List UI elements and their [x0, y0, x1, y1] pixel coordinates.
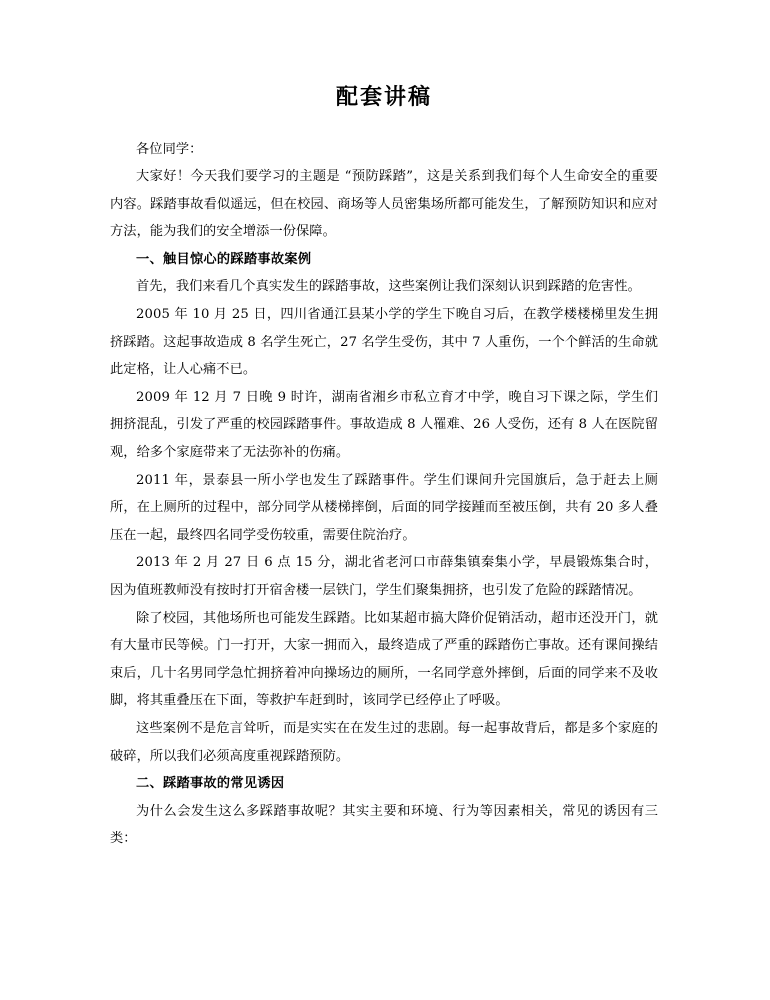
- paragraph-case-summary: 这些案例不是危言耸听，而是实实在在发生过的悲剧。每一起事故背后，都是多个家庭的破碎，所以我们必须高度重视踩踏预防。: [110, 720, 658, 764]
- salutation-line: 各位同学：: [136, 141, 203, 157]
- paragraph-causes-lead: 为什么会发生这么多踩踏事故呢？其实主要和环境、行为等因素相关，常见的诱因有三类：: [110, 803, 658, 847]
- page-title: 配套讲稿: [335, 84, 432, 110]
- document-body: [110, 0, 658, 853]
- paragraph-other-venues: 除了校园，其他场所也可能发生踩踏。比如某超市搞大降价促销活动，超市还没开门，就有大量市民等候。门一打开，大家一拥而入，最终造成了严重的踩踏伤亡事故。还有课间操结束后，几十名男同学急忙拥挤着冲向操场边的厕所，一名同学意外摔倒，后面的同学来不及收脚，将其重叠压在下面，等救护车赶到时，该同学已经停止了呼吸。: [110, 610, 658, 709]
- paragraph-case-2009: 2009 年 12 月 7 日晚 9 时许，湖南省湘乡市私立育才中学，晚自习下课之际，学生们拥挤混乱，引发了严重的校园踩踏事件。事故造成 8 人罹难、26 人受伤，还有 8 人在医院留观，给多个家庭带来了无法弥补的伤痛。: [110, 389, 658, 461]
- paragraph-case-lead: 首先，我们来看几个真实发生的踩踏事故，这些案例让我们深刻认识到踩踏的危害性。: [136, 279, 641, 295]
- section-heading-1: 一、触目惊心的踩踏事故案例: [136, 251, 312, 267]
- section-heading-2: 二、踩踏事故的常见诱因: [136, 776, 285, 792]
- paragraph-case-2013: 2013 年 2 月 27 日 6 点 15 分，湖北省老河口市薛集镇秦集小学，早晨锻炼集合时，因为值班教师没有按时打开宿舍楼一层铁门，学生们聚集拥挤，也引发了危险的踩踏情况。: [110, 555, 658, 598]
- paragraph-intro: 大家好！今天我们要学习的主题是 “预防踩踏”，这是关系到我们每个人生命安全的重要内容。踩踏事故看似遥远，但在校园、商场等人员密集场所都可能发生，了解预防知识和应对方法，能为我们的安全增添一份保障。: [110, 169, 658, 240]
- paragraph-case-2011: 2011 年，景泰县一所小学也发生了踩踏事件。学生们课间升完国旗后，急于赶去上厕所，在上厕所的过程中，部分同学从楼梯摔倒，后面的同学接踵而至被压倒，共有 20 多人叠压在一起，最终四名同学受伤较重，需要住院治疗。: [110, 472, 658, 543]
- paragraph-case-2005: 2005 年 10 月 25 日，四川省通江县某小学的学生下晚自习后，在教学楼楼梯里发生拥挤踩踏。这起事故造成 8 名学生死亡，27 名学生受伤，其中 7 人重伤，一个个鲜活的生命就此定格，让人心痛不已。: [110, 307, 658, 378]
